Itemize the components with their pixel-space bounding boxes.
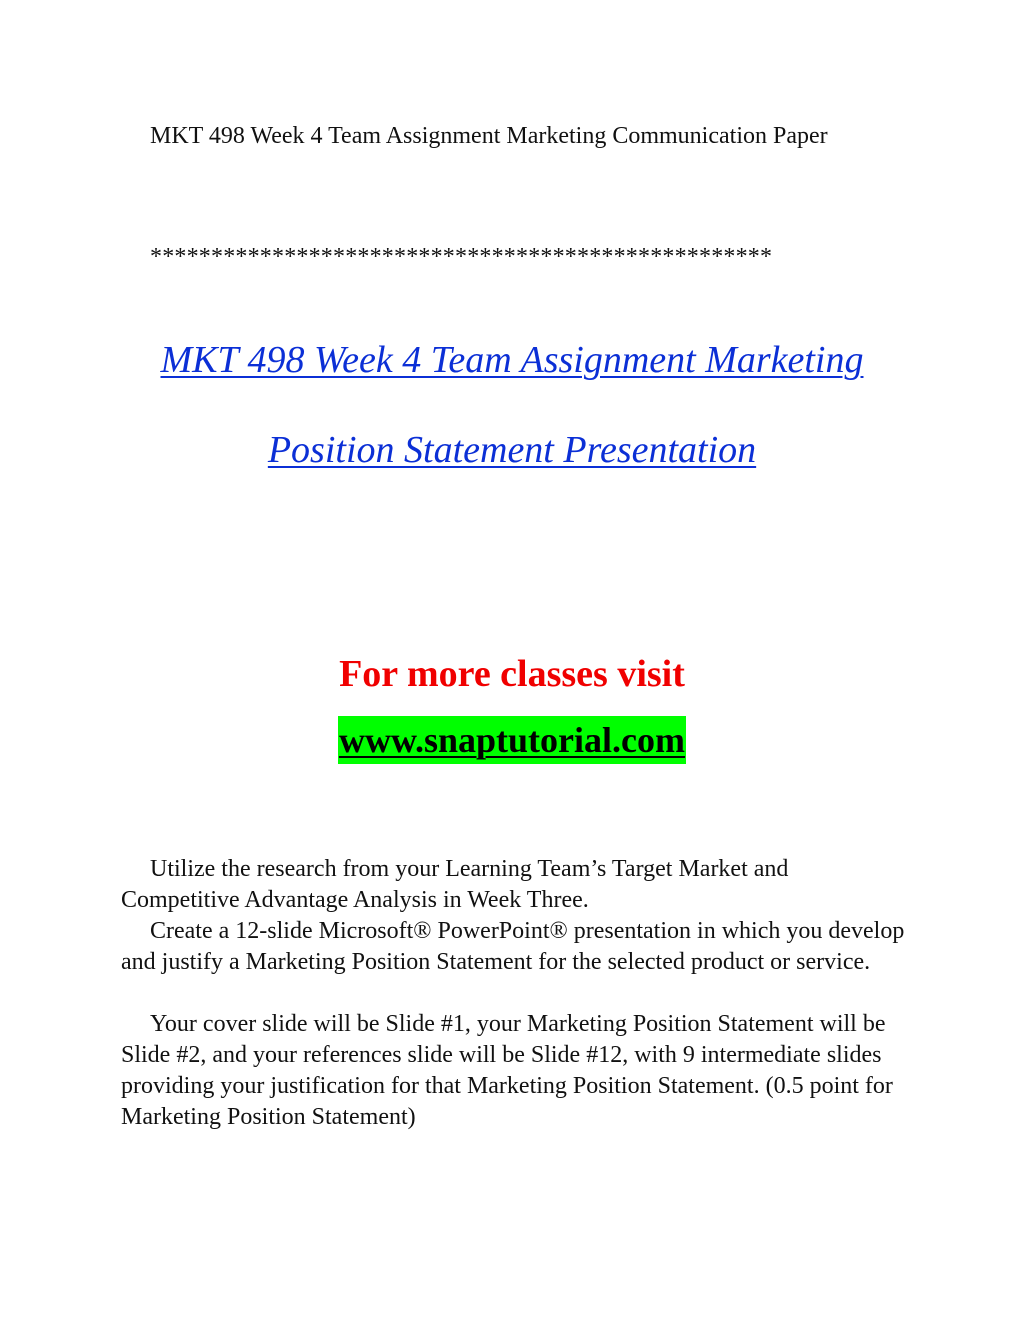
intro-title: MKT 498 Week 4 Team Assignment Marketing Communication Paper	[150, 123, 828, 149]
visit-text: For more classes visit	[339, 653, 685, 695]
title-link-line-2[interactable]: Position Statement Presentation	[267, 429, 757, 471]
paragraph-slide-structure: Your cover slide will be Slide #1, your Marketing Position Statement will be Slide #2, and your references slide will be Slide #12, with 9 intermediate slides providing your justification for that Marketing Position Statement. (0.5 point for Marketing Position Statement)	[121, 1011, 893, 1130]
site-link[interactable]: www.snaptutorial.com	[338, 716, 686, 764]
title-link-line-1[interactable]: MKT 498 Week 4 Team Assignment Marketing	[160, 339, 864, 381]
paragraph-create-presentation: Create a 12-slide Microsoft® PowerPoint® presentation in which you develop and justify a Marketing Position Statement for the selected product or service.	[121, 918, 905, 975]
paragraph-research: Utilize the research from your Learning Team’s Target Market and Competitive Advantage Analysis in Week Three.	[121, 856, 789, 913]
site-link-wrapper	[0, 716, 1024, 764]
separator-line: ***************************************************	[150, 244, 773, 270]
